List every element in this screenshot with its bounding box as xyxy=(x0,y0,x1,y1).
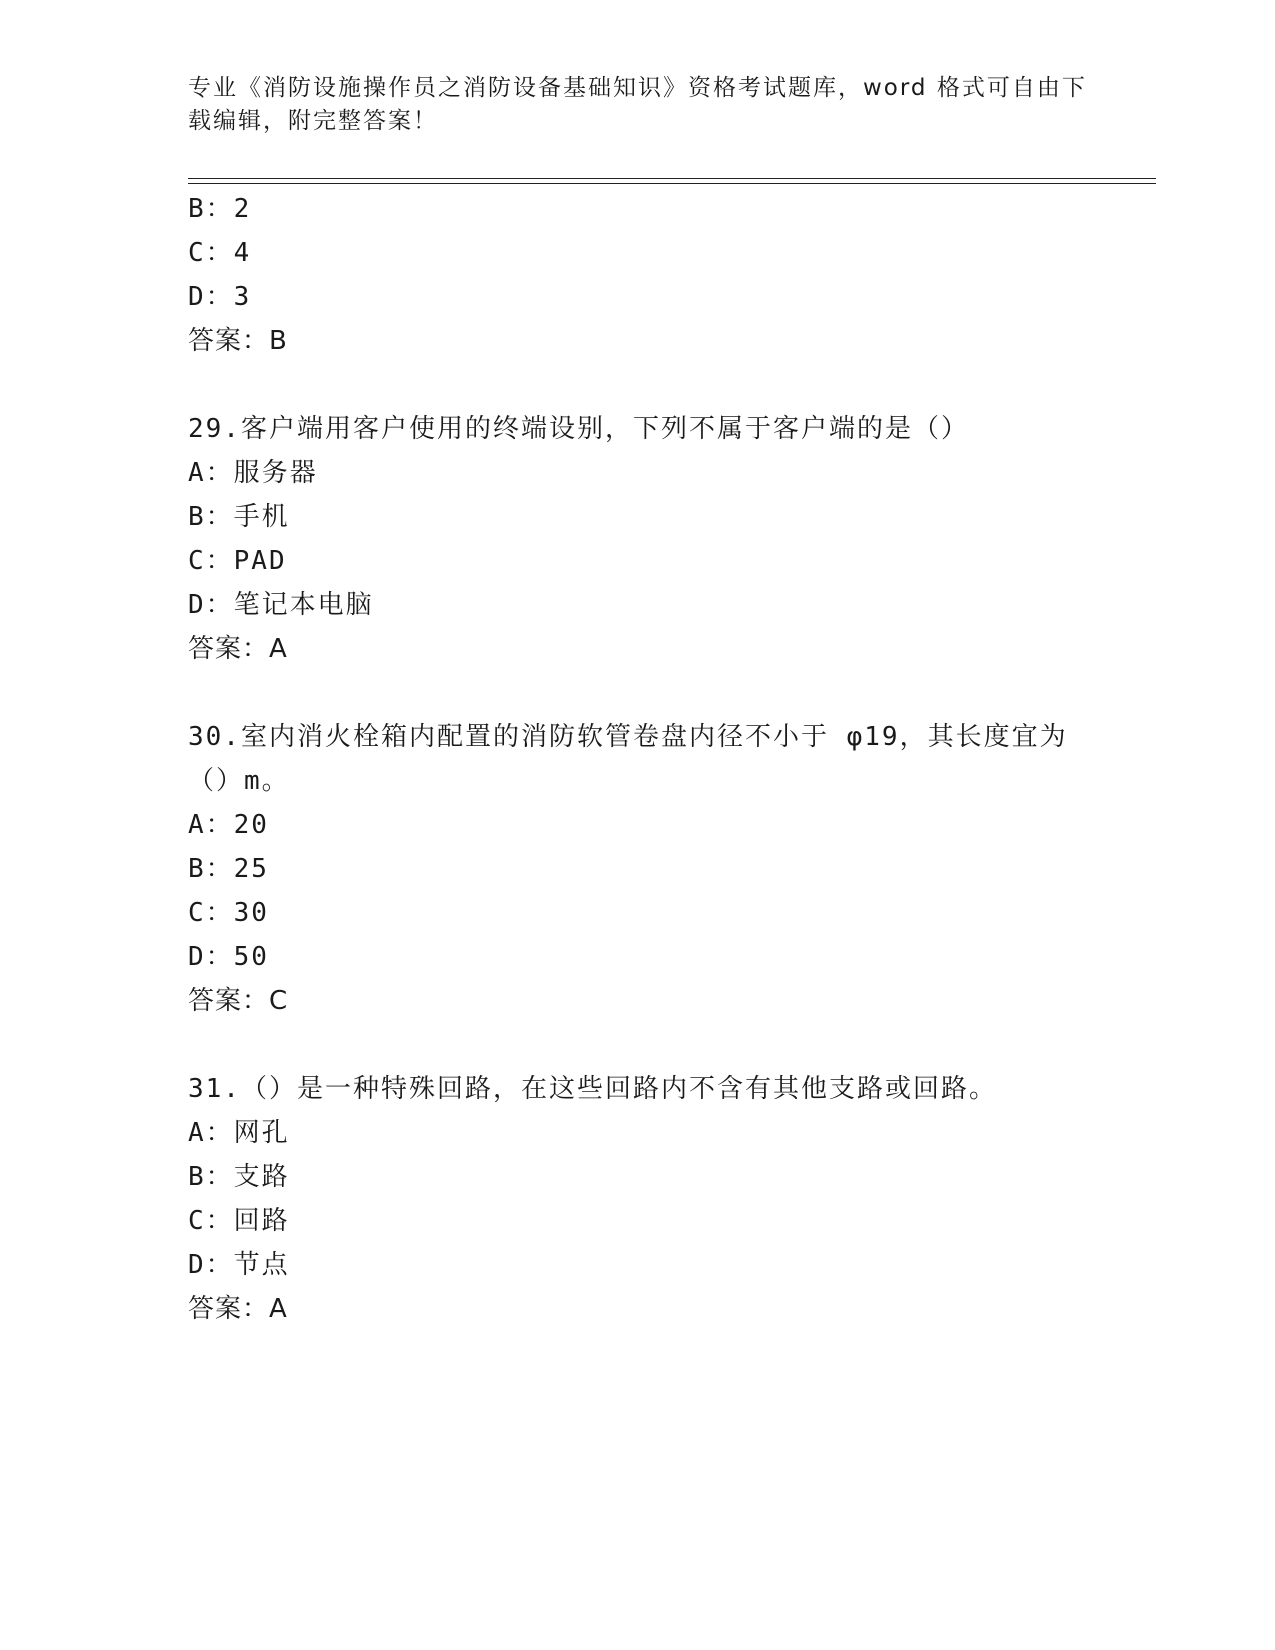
option-d: D：节点 xyxy=(188,1250,290,1280)
option-a: A：网孔 xyxy=(188,1118,290,1148)
question-stem: 31.（）是一种特殊回路，在这些回路内不含有其他支路或回路。 xyxy=(188,1074,997,1104)
answer-line: 答案：C xyxy=(188,986,289,1016)
option-b: B：支路 xyxy=(188,1162,290,1192)
header-rule-top xyxy=(188,178,1156,179)
option-c: C：30 xyxy=(188,898,269,928)
header-line-2: 载编辑，附完整答案！ xyxy=(188,108,438,134)
answer-line: 答案：A xyxy=(188,634,288,664)
option-d: D：笔记本电脑 xyxy=(188,590,374,620)
question-stem-continued: （）m。 xyxy=(188,766,290,796)
answer-line: 答案：A xyxy=(188,1294,288,1324)
header-line-1: 专业《消防设施操作员之消防设备基础知识》资格考试题库，word 格式可自由下 xyxy=(188,75,1087,101)
option-a: A：20 xyxy=(188,810,269,840)
option-d: D：50 xyxy=(188,942,269,972)
option-c: C：PAD xyxy=(188,546,287,576)
option-c: C：4 xyxy=(188,238,252,268)
option-d: D：3 xyxy=(188,282,252,312)
option-b: B：手机 xyxy=(188,502,290,532)
question-stem: 30.室内消火栓箱内配置的消防软管卷盘内径不小于 φ19，其长度宜为 xyxy=(188,722,1068,752)
option-b: B：25 xyxy=(188,854,269,884)
option-c: C：回路 xyxy=(188,1206,290,1236)
question-stem: 29.客户端用客户使用的终端设别，下列不属于客户端的是（） xyxy=(188,414,969,444)
option-b: B：2 xyxy=(188,194,252,224)
header-rule-bottom xyxy=(188,183,1156,184)
answer-line: 答案：B xyxy=(188,326,288,356)
option-a: A：服务器 xyxy=(188,458,318,488)
document-header xyxy=(188,72,1088,138)
